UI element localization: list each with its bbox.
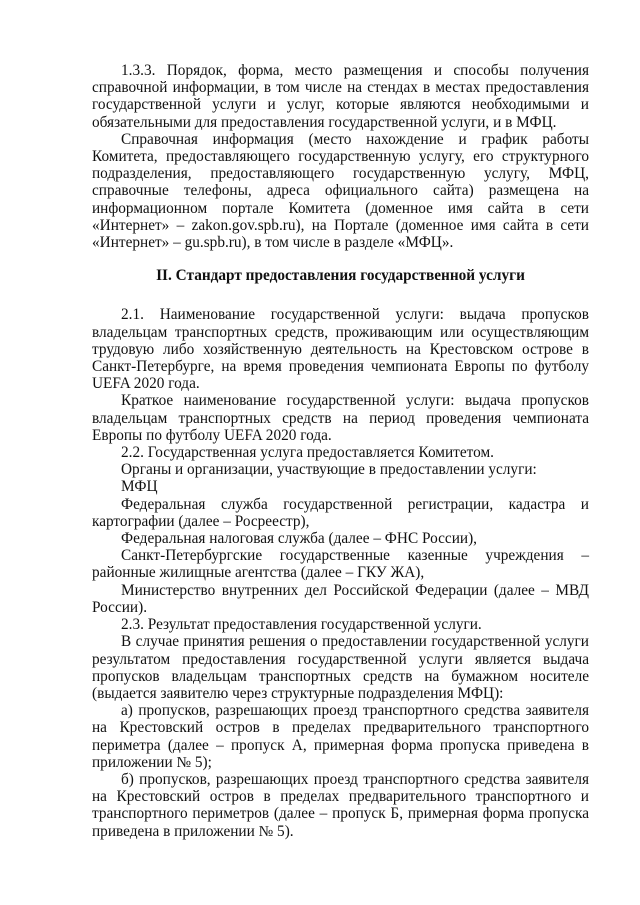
paragraph-2-1: 2.1. Наименование государственной услуги: выдача пропусков владельцам транспортных средств, проживающим или осуществляющим трудовую либо хозяйственную деятельность на Крестовском острове в Санкт-Петербурге, на время проведения чемпионата Европы по футболу UEFA 2020 года. — [92, 306, 589, 393]
paragraph-organizations: Органы и организации, участвующие в предоставлении услуги: — [121, 461, 537, 479]
paragraph-reference-info: Справочная информация (место нахождение и график работы Комитета, предоставляющего государственную услугу, его структурного подразделения, предоставляющего государственную услугу, МФЦ, справочные телефоны, адреса официального сайта) размещена на информационном портале Комитета (доменное имя сайта в сети «Интернет» – zakon.gov.spb.ru), на Портале (доменное имя сайта в сети «Интернет» – gu.spb.ru), в том числе в разделе «МФЦ». — [92, 130, 589, 252]
paragraph-2-2: 2.2. Государственная услуга предоставляется Комитетом. — [121, 444, 494, 462]
paragraph-pass-b: б) пропусков, разрешающих проезд транспортного средства заявителя на Крестовский остров в пределах предварительного транспортного и транспортного периметров (далее – пропуск Б, примерная форма пропуска приведена в приложении № 5). — [92, 770, 589, 840]
paragraph-gku-zha: Санкт-Петербургские государственные казенные учреждения – районные жилищные агентства (далее – ГКУ ЖА), — [92, 547, 589, 582]
paragraph-fns: Федеральная налоговая служба (далее – ФНС России), — [121, 530, 477, 548]
paragraph-short-name: Краткое наименование государственной услуги: выдача пропусков владельцам транспортных средств на период проведения чемпионата Европы по футболу UEFA 2020 года. — [92, 392, 589, 444]
paragraph-pass-a: а) пропусков, разрешающих проезд транспортного средства заявителя на Крестовский остров в пределах предварительного транспортного периметра (далее – пропуск А, примерная форма пропуска приведена в приложении № 5); — [92, 702, 589, 771]
paragraph-mfc: МФЦ — [121, 478, 158, 496]
paragraph-2-3: 2.3. Результат предоставления государственной услуги. — [121, 616, 482, 634]
paragraph-mvd: Министерство внутренних дел Российской Федерации (далее – МВД России). — [92, 581, 589, 616]
paragraph-1-3-3: 1.3.3. Порядок, форма, место размещения и способы получения справочной информации, в том числе на стендах в местах предоставления государственной услуги и услуг, которые являются необходимыми и обязательными для предоставления государственной услуги, и в МФЦ. — [92, 62, 589, 131]
paragraph-result: В случае принятия решения о предоставлении государственной услуги результатом предоставления государственной услуги является выдача пропусков владельцам транспортных средств на бумажном носителе (выдается заявителю через структурные подразделения МФЦ): — [92, 633, 589, 702]
paragraph-rosreestr: Федеральная служба государственной регистрации, кадастра и картографии (далее – Росреестр), — [92, 495, 589, 530]
document-page — [92, 62, 589, 840]
section-heading: II. Стандарт предоставления государственной услуги — [156, 267, 525, 285]
